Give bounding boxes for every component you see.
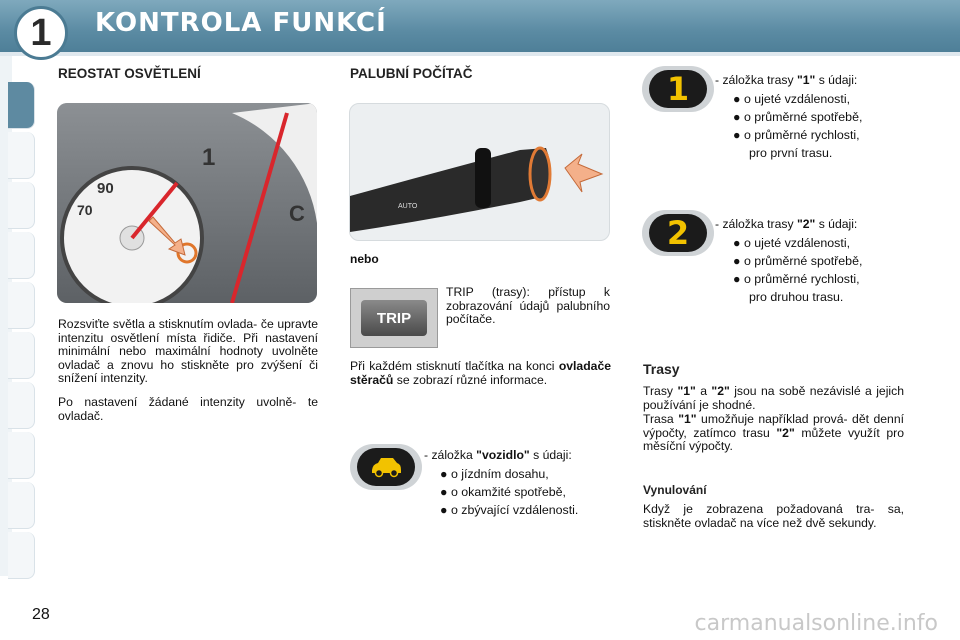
trip1-tab-line bbox=[715, 73, 857, 87]
trip2-prefix: - záložka trasy bbox=[715, 217, 794, 231]
side-tab[interactable] bbox=[8, 532, 35, 579]
trip2-list bbox=[733, 234, 862, 306]
chapter-number-badge: 1 bbox=[14, 6, 68, 60]
list-item: ● o okamžité spotřebě, bbox=[440, 485, 566, 499]
wiper-stalk-image bbox=[349, 103, 610, 241]
side-tab[interactable] bbox=[8, 182, 35, 229]
vehicle-tab-icon bbox=[350, 444, 422, 490]
text: Trasa bbox=[643, 412, 674, 426]
dashboard-gauge-image bbox=[57, 103, 317, 303]
text-bold: "2" bbox=[776, 425, 795, 440]
side-tab[interactable] bbox=[8, 332, 35, 379]
list-item: ● o průměrné rychlosti, bbox=[733, 128, 860, 142]
trip-description: TRIP (trasy): přístup k zobrazování údajů palubního počítače. bbox=[446, 285, 610, 327]
dimmer-paragraph-2: Po nastavení žádané intenzity uvolně- te ovladač. bbox=[58, 395, 318, 423]
side-tab[interactable] bbox=[8, 232, 35, 279]
trip-button-image bbox=[350, 288, 438, 348]
car-shape bbox=[369, 456, 403, 478]
side-tab[interactable] bbox=[8, 382, 35, 429]
trip1-prefix: - záložka trasy bbox=[715, 73, 794, 87]
list-item-text: o průměrné spotřebě, bbox=[743, 110, 863, 124]
list-item: ● o průměrné spotřebě, bbox=[733, 254, 863, 268]
header-divider bbox=[0, 52, 960, 56]
side-tab[interactable] bbox=[8, 132, 35, 179]
trip-button: TRIP bbox=[361, 300, 427, 336]
side-tab[interactable] bbox=[8, 432, 35, 479]
text: můžete využít pro měsíční výpočty. bbox=[643, 425, 905, 454]
list-item: ● o zbývající vzdálenosti. bbox=[440, 503, 579, 517]
trip2-suffix: s údaji: bbox=[818, 217, 858, 231]
text: Trasy bbox=[643, 384, 674, 398]
reset-paragraph: Když je zobrazena požadovaná tra- sa, stiskněte ovladač na více než dvě sekundy. bbox=[643, 502, 904, 530]
section-heading-dimmer: REOSTAT OSVĚTLENÍ bbox=[58, 66, 201, 81]
trip1-digit-icon: 1 bbox=[649, 70, 707, 108]
side-tab[interactable] bbox=[8, 482, 35, 529]
car-icon bbox=[357, 448, 415, 486]
trip1-tail: pro první trasu. bbox=[749, 146, 833, 160]
side-tab[interactable] bbox=[8, 282, 35, 329]
vehicle-tab-suffix: s údaji: bbox=[533, 448, 572, 462]
press-description bbox=[350, 360, 611, 387]
trip2-name: "2" bbox=[796, 217, 816, 231]
trasy-paragraph-1 bbox=[643, 385, 904, 412]
trip1-list bbox=[733, 90, 862, 162]
trip2-tab-line bbox=[715, 217, 857, 231]
text-bold: "1" bbox=[678, 412, 697, 426]
page-title: KONTROLA FUNKCÍ bbox=[95, 8, 387, 38]
trip1-name: "1" bbox=[796, 73, 816, 87]
reset-heading: Vynulování bbox=[643, 483, 707, 497]
gauge-illustration bbox=[57, 103, 317, 303]
text-bold: "1" bbox=[677, 384, 696, 398]
trip1-suffix: s údaji: bbox=[818, 73, 858, 87]
page-number: 28 bbox=[32, 606, 50, 623]
text-bold: "2" bbox=[711, 384, 730, 398]
gauge-label-90: 90 bbox=[97, 180, 114, 197]
list-item: ● o ujeté vzdálenosti, bbox=[733, 92, 851, 106]
press-text-bold: ovladače stěračů bbox=[350, 359, 611, 387]
list-item: ● o jízdním dosahu, bbox=[440, 467, 549, 481]
trip1-tab-icon bbox=[642, 66, 714, 112]
press-text-end: se zobrazí různé informace. bbox=[396, 372, 548, 387]
stalk-illustration bbox=[350, 104, 610, 241]
side-tab-active[interactable] bbox=[8, 82, 35, 129]
vehicle-tab-prefix: - záložka bbox=[424, 448, 473, 462]
press-text-start: Při každém stisknutí tlačítka na konci bbox=[350, 359, 555, 373]
trasy-heading: Trasy bbox=[643, 361, 680, 377]
list-item-text: o ujeté vzdálenosti, bbox=[743, 236, 851, 250]
vehicle-tab-line bbox=[424, 448, 572, 462]
gauge-label-c: C bbox=[289, 201, 305, 226]
trip2-digit-icon: 2 bbox=[649, 214, 707, 252]
text: umožňuje například prová- dět denní výpočty, zatímco trasu bbox=[643, 412, 904, 440]
text: a bbox=[700, 384, 707, 398]
list-item-text: o průměrné spotřebě, bbox=[743, 254, 863, 268]
dimmer-paragraph-1: Rozsviťte světla a stisknutím ovlada- če upravte intenzitu osvětlení místa řidiče. Při nastavení minimální nebo maximální hodnoty uvolněte ovladač a znovu ho stiskněte pro zvýšení či snížení intenzity. bbox=[58, 317, 318, 386]
stalk-auto-label: AUTO bbox=[398, 203, 418, 210]
list-item-text: o ujeté vzdálenosti, bbox=[743, 92, 851, 106]
watermark: carmanualsonline.info bbox=[694, 611, 938, 636]
nebo-label: nebo bbox=[350, 252, 379, 266]
trasy-paragraph-2 bbox=[643, 413, 904, 454]
gauge-label-70: 70 bbox=[77, 202, 93, 218]
section-heading-trip-computer: PALUBNÍ POČÍTAČ bbox=[350, 66, 473, 81]
list-item: ● o průměrné spotřebě, bbox=[733, 110, 863, 124]
vehicle-tab-name: "vozidlo" bbox=[476, 448, 530, 462]
vehicle-tab-list bbox=[440, 465, 578, 519]
list-item: ● o průměrné rychlosti, bbox=[733, 272, 860, 286]
list-item-text: o jízdním dosahu, bbox=[450, 467, 549, 481]
list-item-text: o zbývající vzdálenosti. bbox=[450, 503, 579, 517]
trip2-tab-icon bbox=[642, 210, 714, 256]
list-item-text: o průměrné rychlosti, bbox=[743, 128, 860, 142]
list-item-text: o průměrné rychlosti, bbox=[743, 272, 860, 286]
list-item: ● o ujeté vzdálenosti, bbox=[733, 236, 851, 250]
text: jsou na sobě nezávislé a jejich používání je shodné. bbox=[643, 384, 904, 412]
list-item-text: o okamžité spotřebě, bbox=[450, 485, 566, 499]
gauge-label-1: 1 bbox=[202, 144, 216, 171]
trip2-tail: pro druhou trasu. bbox=[749, 290, 844, 304]
